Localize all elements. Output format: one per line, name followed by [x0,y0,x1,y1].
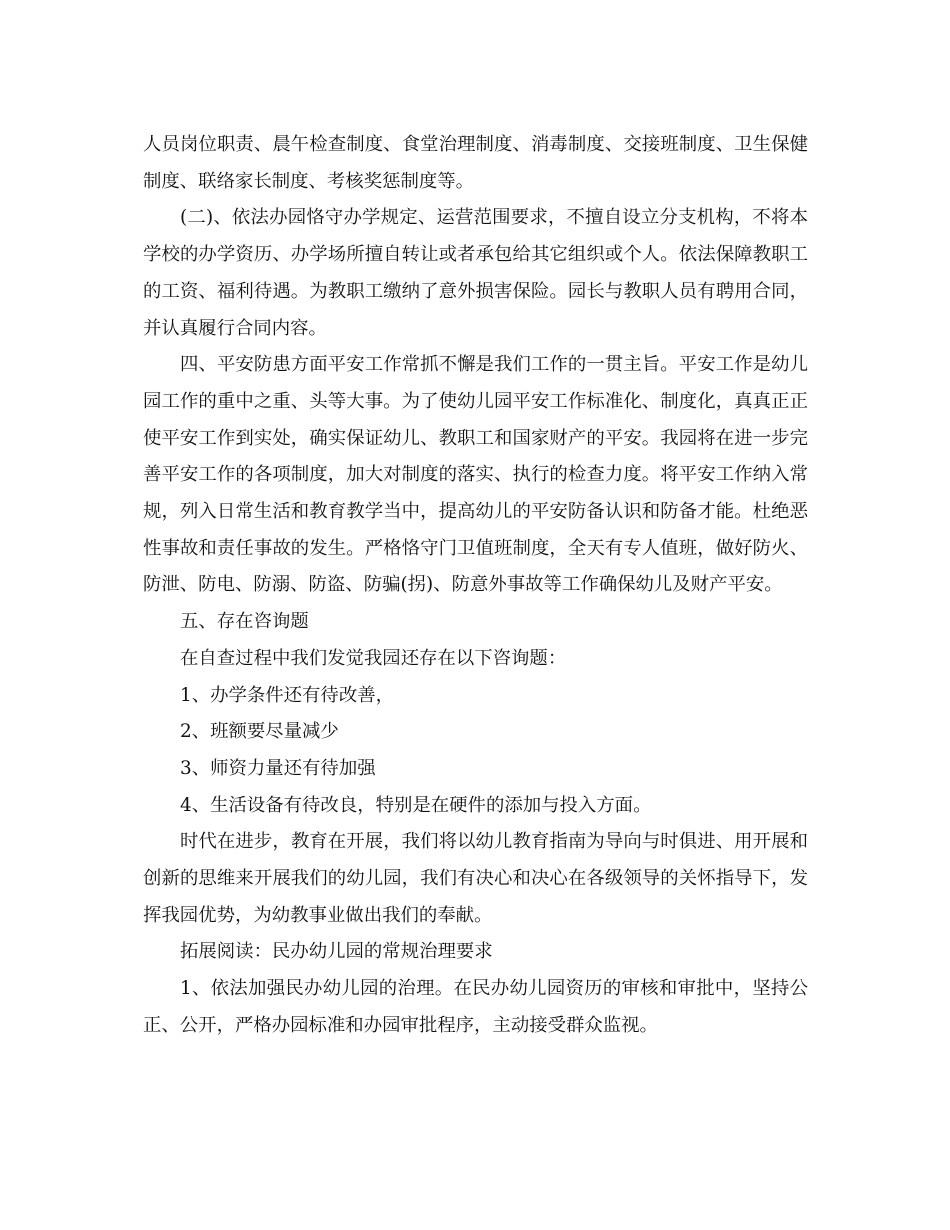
list-item-issue-1: 1、办学条件还有待改善， [180,684,394,706]
section-heading-extended-reading: 拓展阅读：民办幼儿园的常规治理要求 [180,941,493,963]
list-item-issue-3: 3、师资力量还有待加强 [180,757,376,779]
section-heading-existing-issues: 五、存在咨询题 [180,611,309,633]
paragraph-issues-intro: 在自查过程中我们发觉我园还存在以下咨询题： [180,647,567,669]
paragraph-safety-prevention: 四、平安防患方面平安工作常抓不懈是我们工作的一贯主旨。平安工作是幼儿园工作的重中之重、头等大事。为了使幼儿园平安工作标准化、制度化，真真正正使平安工作到实处，确实保证幼儿、教职工和国家财产的平安。我园将在进一步完善平安工作的各项制度，加大对制度的落实、执行的检查力度。将平安工作纳入常规，列入日常生活和教育教学当中，提高幼儿的平安防备认识和防备才能。杜绝恶性事故和责任事故的发生。严格恪守门卫值班制度，全天有专人值班，做好防火、防泄、防电、防溺、防盗、防骗(拐)、防意外事故等工作确保幼儿及财产平安。 [143,354,808,596]
list-item-issue-4: 4、生活设备有待改良，特别是在硬件的添加与投入方面。 [180,794,652,816]
paragraph-management-requirement-1: 1、依法加强民办幼儿园的治理。在民办幼儿园资历的审核和审批中，坚持公正、公开，严格办园标准和办园审批程序，主动接受群众监视。 [143,978,808,1036]
paragraph-lawful-operation: (二)、依法办园恪守办学规定、运营范围要求，不擅自设立分支机构，不将本学校的办学资历、办学场所擅自转让或者承包给其它组织或个人。依法保障教职工的工资、福利待遇。为教职工缴纳了意外损害保险。园长与教职人员有聘用合同，并认真履行合同内容。 [143,207,808,339]
document-body [143,127,808,1045]
paragraph-staff-regulations: 人员岗位职责、晨午检查制度、食堂治理制度、消毒制度、交接班制度、卫生保健制度、联络家长制度、考核奖惩制度等。 [143,134,808,192]
paragraph-conclusion: 时代在进步，教育在开展，我们将以幼儿教育指南为导向与时俱进、用开展和创新的思维来开展我们的幼儿园，我们有决心和决心在各级领导的关怀指导下，发挥我园优势，为幼教事业做出我们的奉献。 [143,831,808,926]
list-item-issue-2: 2、班额要尽量减少 [180,721,339,743]
